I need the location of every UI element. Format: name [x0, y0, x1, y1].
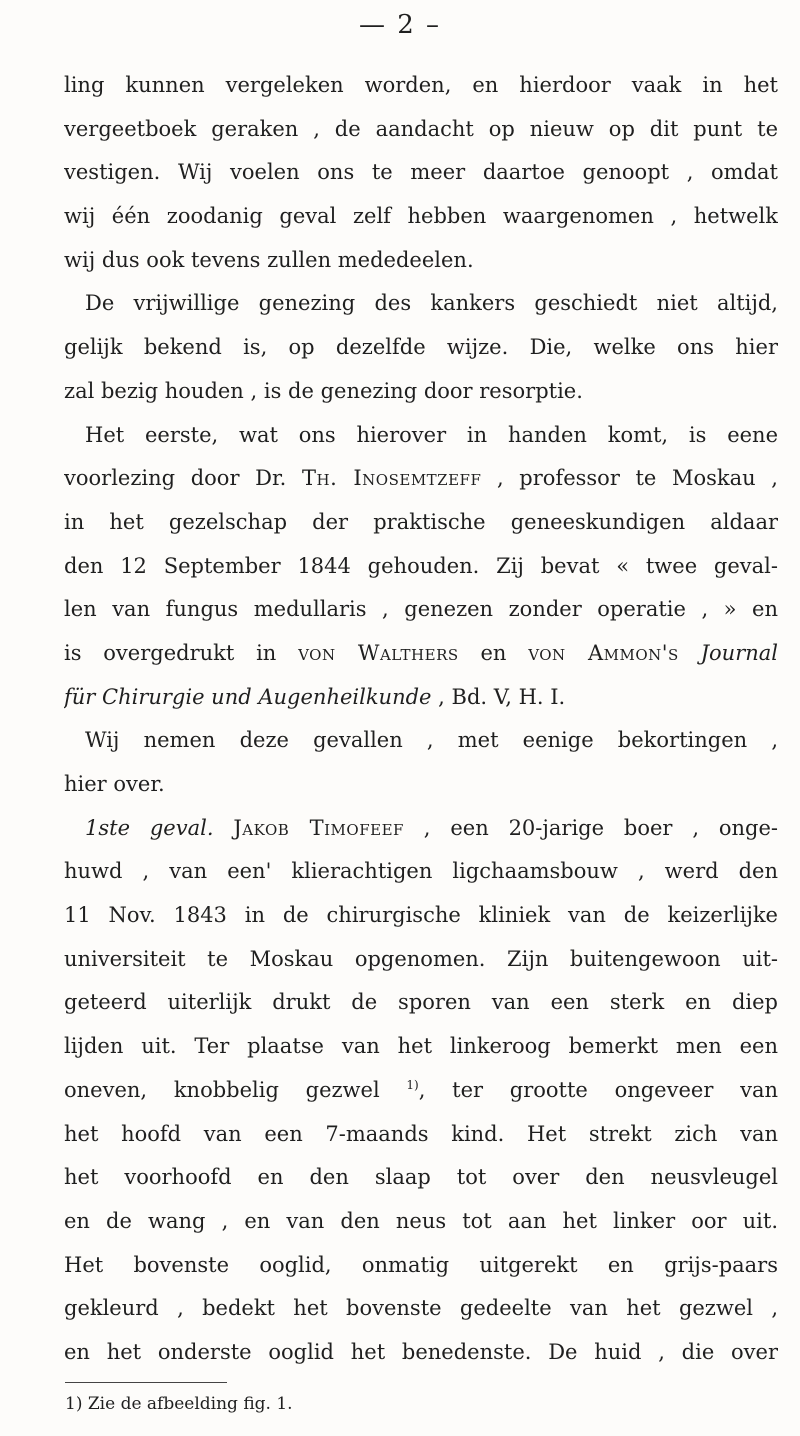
text-line: het voorhoofd en den slaap tot over den neusvleugel: [64, 1165, 778, 1190]
text-line: het hoofd van een 7-maands kind. Het strekt zich van: [64, 1121, 778, 1146]
text-line: universiteit te Moskau opgenomen. Zijn buitengewoon uit-: [64, 946, 778, 971]
text-span: en: [458, 640, 529, 665]
text-line: [64, 1069, 778, 1113]
text-span: [214, 816, 234, 840]
text-line: [64, 807, 778, 851]
text-line: 11 Nov. 1843 in de chirurgische kliniek van de keizerlijke: [64, 903, 778, 928]
text-line: vestigen. Wij voelen ons te meer daartoe genoopt , omdat: [64, 160, 778, 185]
text-line: De vrijwillige genezing des kankers geschiedt niet altijd,: [85, 291, 778, 316]
text-span: voorlezing door Dr.: [64, 466, 302, 491]
text-span: oneven, knobbelig gezwel: [64, 1077, 407, 1102]
text-line: zal bezig houden , is de genezing door resorptie.: [64, 378, 583, 403]
text-line: len van fungus medullaris , genezen zonder operatie , » en: [64, 597, 778, 622]
person-name: Th. Inosemtzeff: [301, 466, 482, 491]
person-name: von Ammon's: [528, 640, 679, 665]
footnote-divider: [65, 1382, 227, 1383]
text-line: Wij nemen deze gevallen , met eenige bekortingen ,: [85, 728, 778, 753]
footnote-marker: 1): [406, 1077, 419, 1092]
text-line: in het gezelschap der praktische geneeskundigen aldaar: [64, 509, 778, 534]
person-name: von Walthers: [298, 640, 459, 665]
text-span: , een 20-jarige boer , onge-: [403, 815, 778, 840]
text-line: ling kunnen vergeleken worden, en hierdoor vaak in het: [64, 73, 778, 97]
text-line: en het onderste ooglid het benedenste. De huid , die over: [64, 1339, 778, 1364]
text-span: , professor te Moskau ,: [481, 466, 778, 491]
text-line: geteerd uiterlijk drukt de sporen van een sterk en diep: [64, 990, 778, 1015]
person-name: Jakob Timofeef: [233, 815, 404, 840]
text-span: , ter grootte ongeveer van: [418, 1077, 778, 1102]
text-span: is overgedrukt in: [64, 640, 299, 665]
text-span: [679, 641, 701, 665]
text-line: Het bovenste ooglid, onmatig uitgerekt en grijs-paars: [64, 1252, 778, 1277]
text-line: [64, 457, 778, 501]
text-line: gekleurd , bedekt het bovenste gedeelte van het gezwel ,: [64, 1296, 778, 1321]
text-line: en de wang , en van den neus tot aan het linker oor uit.: [64, 1208, 778, 1233]
text-span: , Bd. V, H. I.: [431, 684, 566, 709]
text-line: lijden uit. Ter plaatse van het linkeroog bemerkt men een: [64, 1034, 778, 1059]
journal-title: für Chirurgie und Augenheilkunde: [64, 684, 432, 709]
text-line: Het eerste, wat ons hierover in handen komt, is eene: [85, 422, 778, 447]
text-line: wij dus ook tevens zullen mededeelen.: [64, 247, 474, 272]
text-line: [64, 632, 778, 676]
text-line: hier over.: [64, 772, 165, 796]
body-text: [64, 64, 778, 1375]
text-line: gelijk bekend is, op dezelfde wijze. Die, welke ons hier: [64, 335, 778, 360]
text-line: den 12 September 1844 gehouden. Zij bevat « twee geval-: [64, 553, 778, 578]
text-line: [64, 676, 778, 720]
page-number: — 2 –: [358, 10, 442, 40]
text-line: vergeetboek geraken , de aandacht op nieuw op dit punt te: [64, 116, 778, 141]
journal-title: Journal: [700, 640, 778, 665]
case-heading: 1ste geval.: [85, 815, 214, 840]
footnote: 1) Zie de afbeelding fig. 1.: [65, 1394, 293, 1414]
text-line: huwd , van een' klierachtigen ligchaamsbouw , werd den: [64, 859, 778, 884]
text-line: wij één zoodanig geval zelf hebben waargenomen , hetwelk: [64, 204, 778, 229]
